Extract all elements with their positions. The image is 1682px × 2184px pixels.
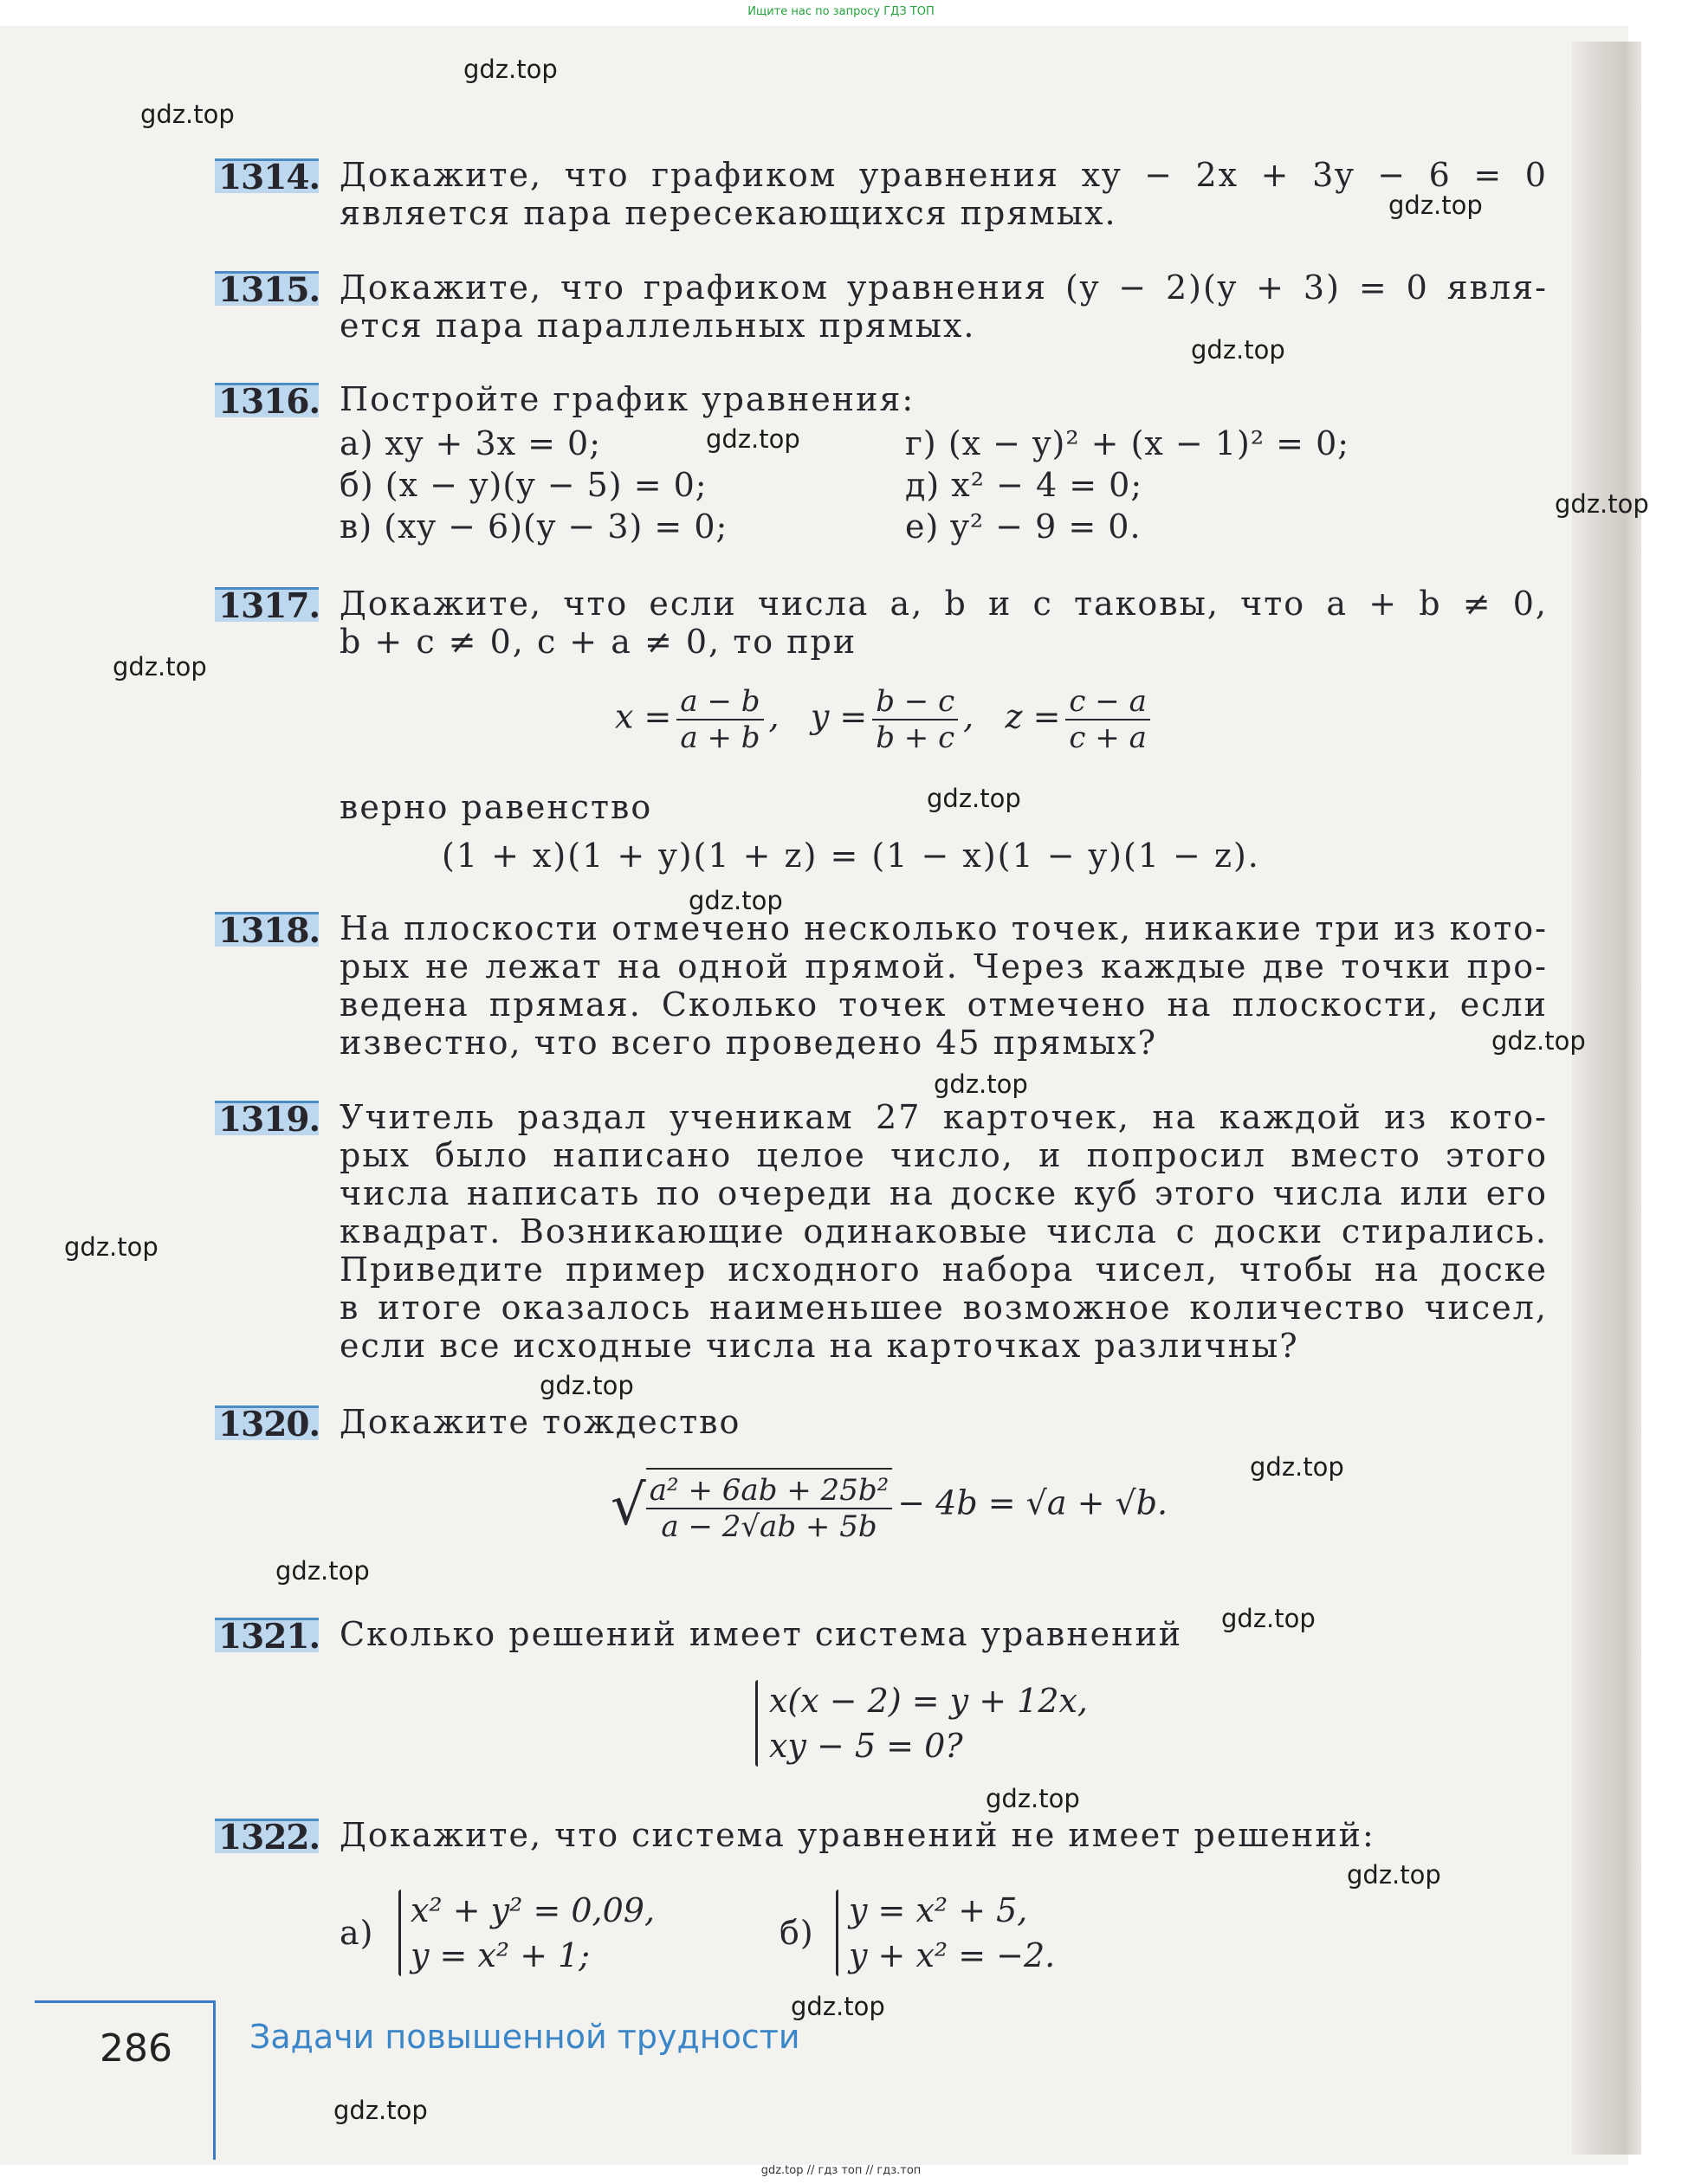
watermark: gdz.top bbox=[463, 55, 558, 84]
problem-text: Докажите тождество bbox=[340, 1403, 741, 1441]
problem-text: квадрат. Возникающие одинаковые числа с доски стирались. bbox=[340, 1212, 1548, 1250]
book-spine bbox=[1572, 42, 1641, 2155]
footer-rule bbox=[213, 2000, 216, 2160]
equation: y + x² = −2. bbox=[849, 1936, 1056, 1974]
problem-text: рых не лежат на одной прямой. Через каждые две точки про- bbox=[340, 947, 1548, 985]
top-note: Ищите нас по запросу ГДЗ ТОП bbox=[747, 5, 935, 18]
problem-text: b + c ≠ 0, c + a ≠ 0, то при bbox=[340, 623, 857, 661]
watermark: gdz.top bbox=[1491, 1026, 1586, 1056]
watermark: gdz.top bbox=[1555, 489, 1649, 519]
problem-number: 1322. bbox=[215, 1819, 319, 1853]
equation: y = x² + 5, bbox=[849, 1891, 1028, 1929]
item: е) y² − 9 = 0. bbox=[905, 507, 1142, 546]
watermark: gdz.top bbox=[333, 2096, 428, 2125]
equation: x² + y² = 0,09, bbox=[411, 1891, 656, 1929]
page-number: 286 bbox=[100, 2026, 172, 2071]
problem-text: ется пара параллельных прямых. bbox=[340, 307, 976, 345]
problem-text: Докажите, что система уравнений не имеет решений: bbox=[340, 1816, 1375, 1854]
watermark: gdz.top bbox=[986, 1784, 1080, 1813]
fraction-formula: x = $\frac{a - b}{a + b}$ , y = $\frac{b - c}{b + c}$ , z = $\frac{c - a}{c + a}$ bbox=[615, 684, 1155, 755]
system-brace bbox=[398, 1890, 401, 1976]
equation: x(x − 2) = y + 12x, bbox=[769, 1682, 1089, 1720]
identity-formula: √ $\frac{\text{a² + 6ab + 25b²}}{a - 2√ab + 5b}$ − 4b = √a + √b. bbox=[611, 1468, 1168, 1544]
watermark: gdz.top bbox=[540, 1371, 634, 1400]
problem-text: Докажите, что графиком уравнения xy − 2x + 3y − 6 = 0 bbox=[340, 156, 1548, 194]
system-brace bbox=[836, 1890, 838, 1976]
problem-number: 1316. bbox=[215, 383, 319, 417]
problem-text: Докажите, что графиком уравнения (y − 2)(y + 3) = 0 явля- bbox=[340, 268, 1548, 307]
problem-number: 1319. bbox=[215, 1101, 319, 1135]
problem-text: известно, что всего проведено 45 прямых? bbox=[340, 1024, 1157, 1062]
watermark: gdz.top bbox=[275, 1556, 370, 1586]
problem-number: 1314. bbox=[215, 158, 319, 193]
watermark: gdz.top bbox=[64, 1232, 158, 1262]
section-title: Задачи повышенной трудности bbox=[249, 2018, 800, 2056]
equation: y = x² + 1; bbox=[411, 1936, 591, 1974]
bottom-note: gdz.top // гдз топ // гдз.топ bbox=[760, 2164, 922, 2177]
problem-text: Приведите пример исходного набора чисел, чтобы на доске bbox=[340, 1250, 1548, 1289]
watermark: gdz.top bbox=[1221, 1604, 1316, 1633]
equality: (1 + x)(1 + y)(1 + z) = (1 − x)(1 − y)(1 − z). bbox=[442, 837, 1260, 875]
watermark: gdz.top bbox=[1250, 1452, 1344, 1482]
system-brace bbox=[755, 1680, 758, 1767]
problem-text: На плоскости отмечено несколько точек, никакие три из кото- bbox=[340, 909, 1548, 947]
problem-text: если все исходные числа на карточках различны? bbox=[340, 1327, 1299, 1365]
watermark: gdz.top bbox=[934, 1069, 1028, 1099]
problem-text: является пара пересекающихся прямых. bbox=[340, 194, 1117, 232]
item: в) (xy − 6)(y − 3) = 0; bbox=[340, 507, 728, 546]
problem-number: 1317. bbox=[215, 587, 319, 622]
problem-text: Учитель раздал ученикам 27 карточек, на каждой из кото- bbox=[340, 1098, 1548, 1136]
problem-text: рых было написано целое число, и попросил вместо этого bbox=[340, 1136, 1548, 1174]
problem-text: Докажите, что если числа a, b и c таковы, что a + b ≠ 0, bbox=[340, 585, 1548, 623]
item: д) x² − 4 = 0; bbox=[905, 466, 1143, 504]
problem-text: числа написать по очереди на доске куб этого числа или его bbox=[340, 1174, 1548, 1212]
equation: xy − 5 = 0? bbox=[769, 1727, 963, 1765]
problem-text: Постройте график уравнения: bbox=[340, 380, 915, 418]
item: а) xy + 3x = 0; bbox=[340, 424, 602, 462]
problem-text: в итоге оказалось наименьшее возможное количество чисел, bbox=[340, 1289, 1548, 1327]
watermark: gdz.top bbox=[689, 886, 783, 915]
footer-rule bbox=[35, 2000, 215, 2003]
problem-text: ведена прямая. Сколько точек отмечено на плоскости, если bbox=[340, 985, 1548, 1024]
item-label: а) bbox=[340, 1914, 374, 1952]
watermark: gdz.top bbox=[113, 652, 207, 682]
problem-text: верно равенство bbox=[340, 788, 653, 826]
problem-number: 1315. bbox=[215, 271, 319, 306]
item: б) (x − y)(y − 5) = 0; bbox=[340, 466, 708, 504]
watermark: gdz.top bbox=[706, 424, 800, 454]
watermark: gdz.top bbox=[1191, 335, 1285, 365]
problem-number: 1318. bbox=[215, 912, 319, 947]
watermark: gdz.top bbox=[1347, 1860, 1441, 1890]
problem-number: 1321. bbox=[215, 1618, 319, 1652]
watermark: gdz.top bbox=[140, 100, 235, 129]
watermark: gdz.top bbox=[1388, 191, 1483, 220]
item-label: б) bbox=[780, 1914, 814, 1952]
watermark: gdz.top bbox=[927, 784, 1021, 813]
problem-text: Сколько решений имеет система уравнений bbox=[340, 1615, 1183, 1653]
problem-number: 1320. bbox=[215, 1405, 319, 1440]
watermark: gdz.top bbox=[791, 1992, 885, 2021]
item: г) (x − y)² + (x − 1)² = 0; bbox=[905, 424, 1350, 462]
